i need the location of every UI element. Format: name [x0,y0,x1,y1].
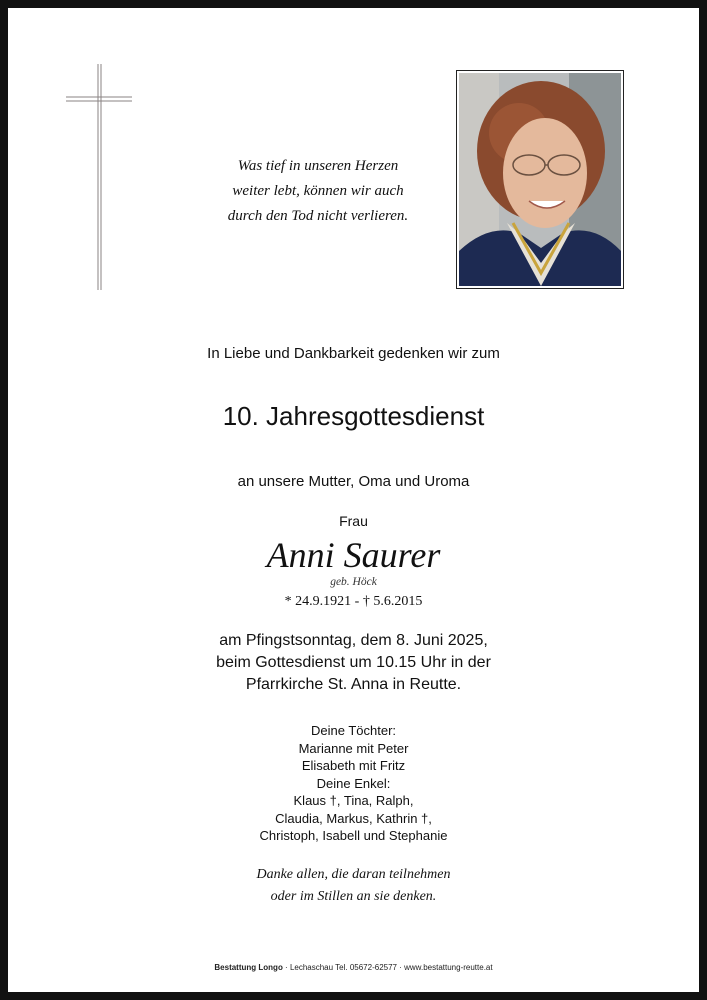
intro-text: In Liebe und Dankbarkeit gedenken wir zum [207,345,500,362]
quote-line: Was tief in unseren Herzen [237,158,399,174]
family-member: Christoph, Isabell und Stephanie [259,828,448,843]
footer-company: Bestattung Longo [214,963,283,972]
footer [8,963,699,972]
family-member: Klaus †, Tina, Ralph, [293,793,414,808]
quote-line: weiter lebt, können wir auch [232,183,404,199]
thanks-text [8,864,699,908]
service-line: beim Gottesdienst um 10.15 Uhr in der [216,654,491,671]
memorial-card [8,8,699,992]
footer-details: · Lechaschau Tel. 05672-62577 · www.bestattung-reutte.at [282,963,493,972]
portrait-frame [456,70,624,289]
service-details [8,630,699,696]
addressed-to: an unsere Mutter, Oma und Uroma [237,473,470,490]
family-heading: Deine Enkel: [316,775,391,791]
family-heading: Deine Töchter: [310,723,397,738]
family-member: Marianne mit Peter [298,740,409,756]
memorial-quote [203,154,433,229]
deceased-name: Anni Saurer [266,535,441,575]
family-member: Claudia, Markus, Kathrin †, [275,810,432,826]
quote-line: durch den Tod nicht verlieren. [227,208,409,224]
service-title: 10. Jahresgottesdienst [222,401,485,431]
service-line: am Pfingstsonntag, dem 8. Juni 2025, [219,632,488,649]
thanks-line: Danke allen, die daran teilnehmen [256,867,451,882]
thanks-line: oder im Stillen an sie denken. [270,889,437,904]
family-list [8,722,699,845]
salutation: Frau [339,513,368,529]
cross-icon [66,64,132,290]
service-line: Pfarrkirche St. Anna in Reutte. [245,676,462,693]
life-dates: * 24.9.1921 - † 5.6.2015 [284,594,423,609]
portrait-photo [459,73,621,286]
maiden-name: geb. Höck [330,576,377,588]
family-member: Elisabeth mit Fritz [301,758,406,773]
